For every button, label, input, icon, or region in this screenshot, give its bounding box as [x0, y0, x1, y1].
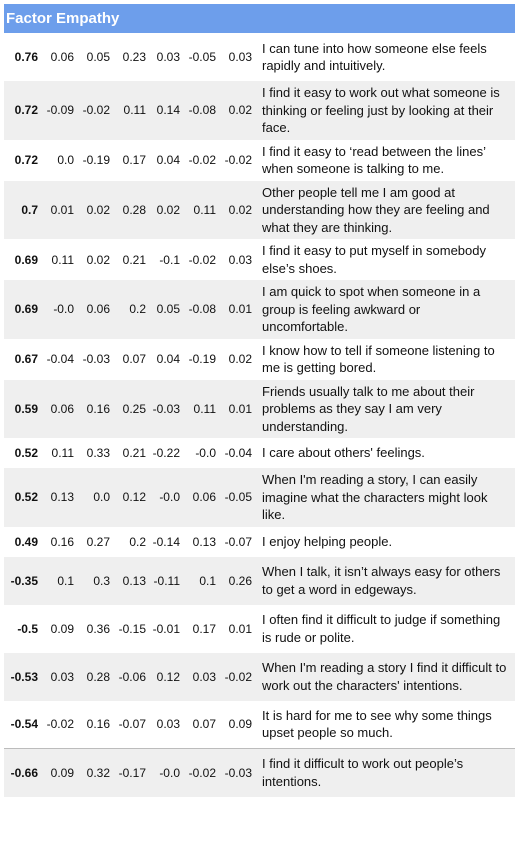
- loading-cell: 0.11: [114, 81, 150, 140]
- loading-cell: -0.11: [150, 557, 184, 605]
- loading-cell: -0.07: [118, 717, 146, 732]
- table-row: [4, 181, 515, 240]
- loading-cell: -0.01: [152, 621, 180, 636]
- loading-cell: 0.36: [86, 621, 110, 636]
- table-row: [4, 280, 515, 339]
- table-row: [4, 339, 515, 380]
- table-row: [4, 749, 515, 797]
- loading-cell: 0.09: [42, 749, 78, 797]
- table-row: [4, 701, 515, 749]
- loading-cell: 0.17: [192, 621, 216, 636]
- table-row: [4, 438, 515, 468]
- loading-cell: 0.16: [86, 717, 110, 732]
- loading-cell: 0.03: [156, 50, 180, 64]
- loading-cell: -0.08: [184, 280, 220, 339]
- loading-cell: -0.02: [46, 717, 74, 732]
- item-text-cell: I know how to tell if someone listening to me is getting bored.: [262, 342, 495, 375]
- loading-cell: -0.19: [82, 153, 110, 167]
- loading-cell: 0.07: [122, 352, 146, 366]
- loading-cell: 0.21: [122, 252, 146, 267]
- loading-cell: -0.22: [152, 446, 180, 460]
- loading-cell: -0.04: [46, 352, 74, 366]
- primary-loading-cell: -0.35: [4, 557, 42, 605]
- loading-cell: 0.11: [184, 181, 220, 240]
- loading-cell: -0.04: [224, 446, 252, 460]
- loading-cell: 0.14: [150, 81, 184, 140]
- loading-cell: -0.05: [220, 468, 256, 527]
- loading-cell: 0.0: [57, 153, 74, 167]
- table-row: [4, 33, 515, 81]
- loading-cell: 0.11: [51, 252, 74, 267]
- loading-cell: 0.3: [78, 557, 114, 605]
- loading-cell: 0.16: [50, 534, 74, 549]
- loading-cell: -0.0: [150, 749, 184, 797]
- loading-cell: -0.09: [42, 81, 78, 140]
- loading-cell: -0.08: [184, 81, 220, 140]
- loading-cell: 0.11: [184, 380, 220, 439]
- table-row: [4, 468, 515, 527]
- primary-loading-cell: 0.52: [4, 468, 42, 527]
- loading-cell: 0.02: [150, 181, 184, 240]
- item-text-cell: I care about others' feelings.: [262, 445, 425, 461]
- loading-cell: -0.17: [114, 749, 150, 797]
- primary-loading-cell: -0.5: [17, 621, 38, 636]
- primary-loading-cell: 0.69: [4, 280, 42, 339]
- loading-cell: 0.03: [184, 653, 220, 701]
- loading-cell: -0.05: [188, 50, 216, 64]
- loading-cell: 0.02: [220, 81, 256, 140]
- loading-cell: -0.03: [82, 352, 110, 366]
- primary-loading-cell: -0.53: [4, 653, 42, 701]
- item-text-cell: When I'm reading a story, I can easily imagine what the characters might look like.: [256, 468, 515, 527]
- item-text-cell: Other people tell me I am good at understanding how they are feeling and what they are thinking.: [256, 181, 515, 240]
- loading-cell: 0.25: [114, 380, 150, 439]
- loading-cell: 0.27: [86, 534, 110, 549]
- loading-cell: 0.03: [156, 717, 180, 732]
- loading-cell: 0.01: [42, 181, 78, 240]
- item-text-cell: I am quick to spot when someone in a group is feeling awkward or uncomfortable.: [256, 280, 515, 339]
- loading-cell: -0.02: [224, 153, 252, 167]
- loading-cell: 0.02: [78, 181, 114, 240]
- primary-loading-cell: -0.66: [4, 749, 42, 797]
- factor-loadings-table: [4, 33, 515, 797]
- loading-cell: 0.11: [51, 446, 74, 460]
- loading-cell: 0.13: [42, 468, 78, 527]
- primary-loading-cell: 0.72: [14, 153, 38, 167]
- loading-cell: 0.06: [42, 380, 78, 439]
- loading-cell: 0.06: [184, 468, 220, 527]
- loading-cell: 0.06: [78, 280, 114, 339]
- table-row: [4, 605, 515, 653]
- item-text-cell: I find it easy to work out what someone is thinking or feeling just by looking at their face.: [256, 81, 515, 140]
- loading-cell: 0.2: [114, 280, 150, 339]
- primary-loading-cell: 0.7: [4, 181, 42, 240]
- primary-loading-cell: 0.76: [14, 50, 38, 64]
- item-text-cell: I can tune into how someone else feels rapidly and intuitively.: [262, 40, 487, 73]
- loading-cell: 0.21: [122, 446, 146, 460]
- loading-cell: -0.0: [150, 468, 184, 527]
- loading-cell: 0.05: [86, 50, 110, 64]
- loading-cell: 0.01: [220, 280, 256, 339]
- loading-cell: 0.2: [129, 534, 146, 549]
- loading-cell: 0.28: [78, 653, 114, 701]
- item-text-cell: It is hard for me to see why some things upset people so much.: [262, 707, 492, 741]
- item-text-cell: I find it easy to ‘read between the lines’ when someone is talking to me.: [262, 143, 486, 176]
- loading-cell: 0.03: [228, 50, 252, 64]
- loading-cell: -0.02: [78, 81, 114, 140]
- primary-loading-cell: 0.52: [14, 446, 38, 460]
- item-text-cell: When I'm reading a story I find it difficult to work out the characters' intentions.: [256, 653, 515, 701]
- table-row: [4, 557, 515, 605]
- loading-cell: -0.02: [188, 153, 216, 167]
- loading-cell: 0.04: [156, 352, 180, 366]
- primary-loading-cell: 0.49: [14, 534, 38, 549]
- table-row: [4, 140, 515, 181]
- loading-cell: 0.12: [114, 468, 150, 527]
- table-row: [4, 380, 515, 439]
- table-row: [4, 81, 515, 140]
- loading-cell: 0.13: [114, 557, 150, 605]
- loading-cell: 0.0: [78, 468, 114, 527]
- loading-cell: 0.13: [192, 534, 216, 549]
- primary-loading-cell: -0.54: [10, 717, 38, 732]
- loading-cell: 0.33: [86, 446, 110, 460]
- loading-cell: 0.16: [78, 380, 114, 439]
- item-text-cell: I find it easy to put myself in somebody else’s shoes.: [262, 243, 486, 276]
- loading-cell: 0.1: [42, 557, 78, 605]
- loading-cell: 0.23: [122, 50, 146, 64]
- primary-loading-cell: 0.69: [14, 252, 38, 267]
- loading-cell: 0.12: [150, 653, 184, 701]
- loading-cell: 0.09: [228, 717, 252, 732]
- loading-cell: 0.07: [192, 717, 216, 732]
- loading-cell: 0.05: [150, 280, 184, 339]
- factor-table-panel: [4, 4, 515, 797]
- loading-cell: -0.02: [220, 653, 256, 701]
- loading-cell: 0.02: [220, 181, 256, 240]
- loading-cell: -0.1: [159, 252, 180, 267]
- item-text-cell: Friends usually talk to me about their problems as they say I am very understanding.: [256, 380, 515, 439]
- primary-loading-cell: 0.67: [14, 352, 38, 366]
- loading-cell: -0.02: [184, 749, 220, 797]
- primary-loading-cell: 0.72: [4, 81, 42, 140]
- loading-cell: -0.14: [152, 534, 180, 549]
- loading-cell: 0.28: [114, 181, 150, 240]
- loading-cell: -0.03: [220, 749, 256, 797]
- loading-cell: -0.02: [188, 252, 216, 267]
- loading-cell: -0.19: [188, 352, 216, 366]
- item-text-cell: I often find it difficult to judge if something is rude or polite.: [262, 612, 501, 645]
- loading-cell: -0.07: [224, 534, 252, 549]
- loading-cell: 0.26: [220, 557, 256, 605]
- loading-cell: -0.06: [114, 653, 150, 701]
- item-text-cell: I enjoy helping people.: [262, 533, 393, 549]
- loading-cell: 0.17: [122, 153, 146, 167]
- table-body: [4, 33, 515, 797]
- table-row: [4, 239, 515, 280]
- loading-cell: 0.03: [228, 252, 252, 267]
- loading-cell: 0.04: [156, 153, 180, 167]
- loading-cell: 0.32: [78, 749, 114, 797]
- loading-cell: 0.02: [228, 352, 252, 366]
- primary-loading-cell: 0.59: [4, 380, 42, 439]
- loading-cell: 0.1: [184, 557, 220, 605]
- loading-cell: -0.0: [42, 280, 78, 339]
- loading-cell: 0.06: [50, 50, 74, 64]
- table-row: [4, 527, 515, 557]
- loading-cell: 0.01: [220, 380, 256, 439]
- loading-cell: 0.09: [50, 621, 74, 636]
- loading-cell: -0.0: [195, 446, 216, 460]
- loading-cell: -0.03: [150, 380, 184, 439]
- loading-cell: 0.03: [42, 653, 78, 701]
- loading-cell: -0.15: [118, 621, 146, 636]
- table-row: [4, 653, 515, 701]
- item-text-cell: I find it difficult to work out people’s intentions.: [256, 749, 515, 797]
- loading-cell: 0.02: [86, 252, 110, 267]
- item-text-cell: When I talk, it isn’t always easy for others to get a word in edgeways.: [256, 557, 515, 605]
- loading-cell: 0.01: [228, 621, 252, 636]
- table-title: Factor Empathy: [4, 4, 515, 33]
